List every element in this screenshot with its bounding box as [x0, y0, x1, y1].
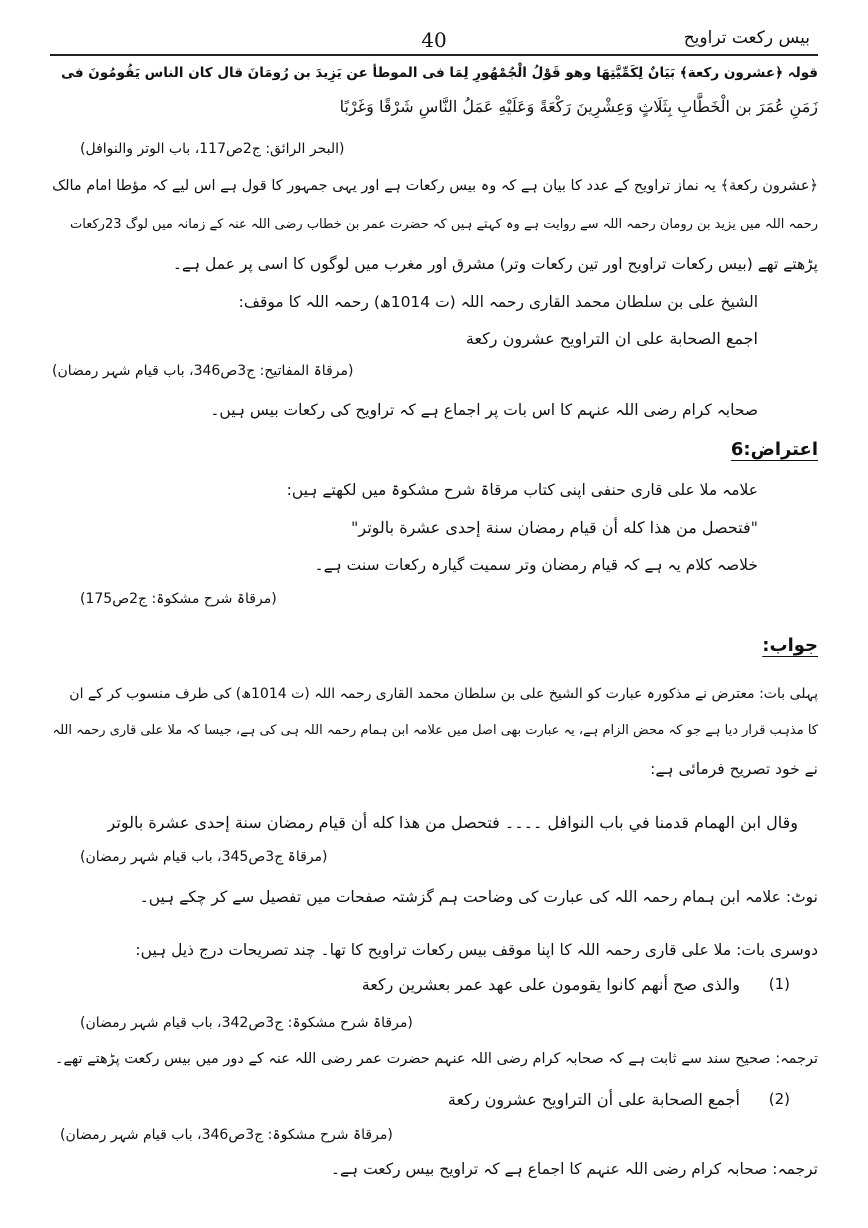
paragraph-line-3: پڑھتے تھے (بیس رکعات تراویح اور تین رکعات وتر) مشرق اور مغرب میں لوگوں کا اسی پر عمل ہے۔	[172, 255, 818, 273]
answer-para-line-1: پہلی بات: معترض نے مذکورہ عبارت کو الشیخ علی بن سلطان محمد القاری رحمہ اللہ (ت 1014ھ) کی طرف منسوب کر کے ان	[69, 686, 818, 702]
objection-arabic-quote: "فتحصل من هذا كله أن قيام رمضان سنة إحدى عشرة بالوتر"	[351, 518, 758, 537]
item-number-2: (2)	[768, 1090, 790, 1108]
item-1-translation: ترجمہ: صحیح سند سے ثابت ہے کہ صحابہ کرام رضی اللہ عنہم حضرت عمر رضی اللہ عنہ کے دور میں بیس رکعت پڑھتے تھے۔	[54, 1051, 818, 1067]
arabic-quote-line-1: قولہ ﴿عشرون رکعة﴾ بَيَانٌ لِكَمِّيَّتِهَا وهو قَوْلُ الْجُمْهُورِ لِمَا فی الموطأ عن يَزِيدَ بن رُومَانَ قال كان الناس يَقُومُونَ فی	[61, 65, 818, 81]
answer-heading: جواب:	[762, 635, 818, 656]
mulla-ali-qari-view-heading: الشیخ علی بن سلطان محمد القاری رحمہ اللہ (ت 1014ھ) رحمہ اللہ کا موقف:	[238, 293, 758, 311]
item-number-1: (1)	[768, 975, 790, 993]
paragraph-line-2: رحمہ اللہ میں یزید بن رومان رحمہ اللہ سے روایت ہے وہ کہتے ہیں کہ حضرت عمر بن خطاب رضی اللہ عنہ کے زمانہ میں لوگ 23رکعات	[70, 217, 818, 232]
objection-summary: خلاصہ کلام یہ ہے کہ قیام رمضان وتر سمیت گیارہ رکعات سنت ہے۔	[314, 556, 758, 574]
reference-mirqat-342: (مرقاۃ شرح مشکوۃ: ج3ص342، باب قیام شہر رمضان)	[80, 1015, 413, 1031]
ibn-humam-quote: وقال ابن الهمام قدمنا في باب النوافل ۔۔۔۔ فتحصل من هذا كله أن قيام رمضان سنة إحدى عشرة بالوتر	[107, 813, 798, 832]
reference-mirqat-346-b: (مرقاۃ شرح مشکوۃ: ج3ص346، باب قیام شہر رمضان)	[60, 1127, 393, 1143]
page-header	[50, 26, 818, 56]
objection-intro: علامہ ملا علی قاری حنفی اپنی کتاب مرقاۃ شرح مشکوۃ میں لکھتے ہیں:	[286, 481, 758, 499]
second-point-line: دوسری بات: ملا علی قاری رحمہ اللہ کا اپنا موقف بیس رکعات تراویح کا تھا۔ چند تصریحات درج ذیل ہیں:	[135, 941, 818, 959]
paragraph-line-1: ﴿عشرون رکعة﴾ یہ نماز تراویح کے عدد کا بیان ہے کہ وہ بیس رکعات ہے اور یہی جمہور کا قول ہے اس لیے کہ مؤطا امام مالک	[52, 178, 818, 194]
arabic-quote-line-2: زَمَنِ عُمَرَ بن الْخَطَّابِ بِثَلَاثٍ وَعِشْرِينَ رَكْعَةً وَعَلَيْهِ عَمَلُ النَّاسِ شَرْقًا وَغَرْبًا	[339, 97, 818, 116]
reference-bahr-raiq: (البحر الرائق: ج2ص117، باب الوتر والنوافل)	[80, 141, 345, 157]
reference-mirqat-175: (مرقاۃ شرح مشکوۃ: ج2ص175)	[80, 591, 277, 607]
ijma-translation: صحابہ کرام رضی اللہ عنہم کا اس بات پر اجماع ہے کہ تراویح کی رکعات بیس ہیں۔	[210, 401, 758, 419]
reference-mirqat-345: (مرقاۃ ج3ص345، باب قیام شہر رمضان)	[80, 849, 328, 865]
note-line: نوٹ: علامہ ابن ہمام رحمہ اللہ کی عبارت کی وضاحت ہم گزشتہ صفحات میں تفصیل سے کر چکے ہیں۔	[139, 888, 818, 906]
item-1-arabic: والذی صح أنهم کانوا یقومون علی عهد عمر بعشرین رکعة	[361, 975, 740, 994]
answer-para-line-3: نے خود تصریح فرمائی ہے:	[650, 760, 818, 778]
page-number: 40	[421, 28, 447, 52]
running-title: بیس رکعت تراویح	[683, 28, 810, 48]
reference-mirqat-346: (مرقاۃ المفاتیح: ج3ص346، باب قیام شہر رمضان)	[52, 363, 354, 379]
item-2-arabic: أجمع الصحابة علی أن التراویح عشرون رکعة	[447, 1090, 740, 1109]
objection-heading: اعتراض:6	[730, 439, 818, 460]
arabic-ijma-quote: اجمع الصحابة علی ان التراویح عشرون رکعة	[465, 329, 758, 348]
answer-para-line-2: کا مذہب قرار دیا ہے جو کہ محض الزام ہے، یہ عبارت بھی اصل میں علامہ ابن ہمام رحمہ اللہ ہی کی ہے، جیسا کہ ملا علی قاری رحمہ اللہ	[52, 723, 818, 738]
item-2-translation: ترجمہ: صحابہ کرام رضی اللہ عنہم کا اجماع ہے کہ تراویح بیس رکعت ہے۔	[330, 1160, 818, 1178]
